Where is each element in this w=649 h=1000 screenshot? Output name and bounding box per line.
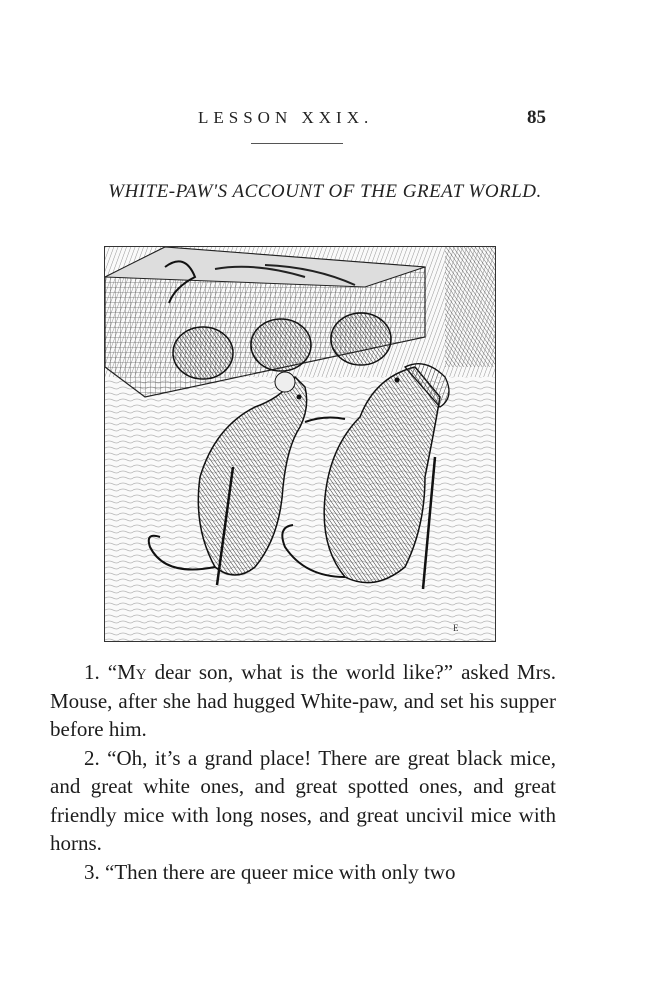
- paragraph-text: “Oh, it’s a grand place! There are great black mice, and great white ones, and great spotted ones, and great friendly mice with long noses, and great uncivil mice with horns.: [50, 745, 557, 855]
- paragraph-number: 2.: [84, 745, 100, 770]
- body-text: [50, 658, 556, 886]
- header-divider: [251, 143, 343, 144]
- chapter-title: WHITE-PAW'S ACCOUNT OF THE GREAT WORLD.: [108, 181, 542, 202]
- paragraph-3: [50, 858, 556, 887]
- running-title: LESSON XXIX.: [198, 108, 374, 127]
- page-number: 85: [527, 107, 546, 128]
- paragraph-text: “Then there are queer mice with only two: [105, 859, 456, 884]
- page-header: [0, 108, 649, 132]
- paragraph-2: [50, 744, 556, 858]
- engraving-illustration: [104, 246, 496, 642]
- paragraph-number: 1.: [84, 660, 100, 684]
- mice-engraving-image: [105, 247, 495, 641]
- engraver-signature: E: [453, 623, 459, 633]
- paragraph-number: 3.: [84, 859, 100, 884]
- paragraph-text: dear son, what is the world like?” asked Mrs. Mouse, after she had hugged White-paw, and set his supper before him.: [50, 660, 557, 741]
- paragraph-1: [50, 658, 556, 744]
- paragraph-opening: “My: [107, 660, 147, 684]
